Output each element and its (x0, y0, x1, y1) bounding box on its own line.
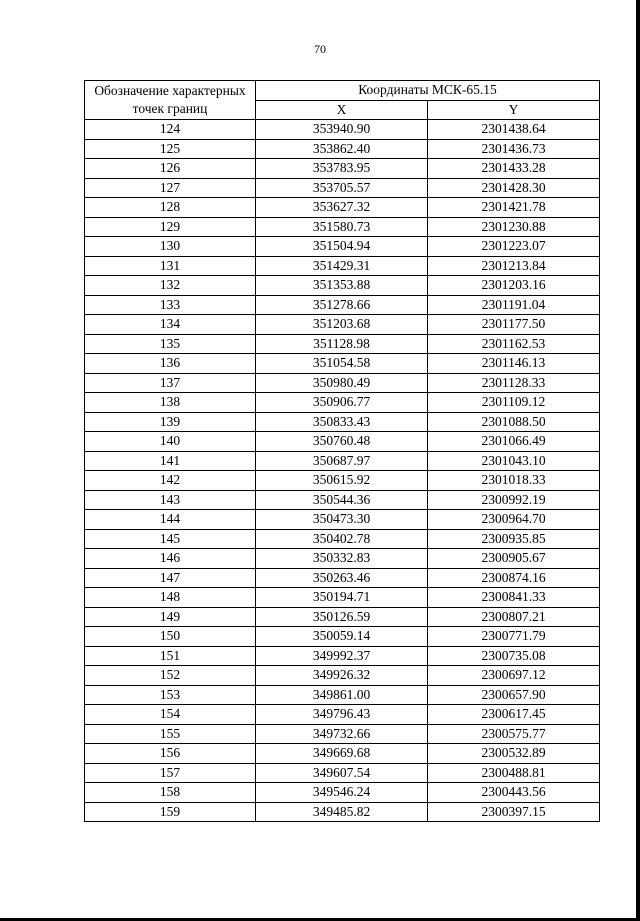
x-coordinate-cell: 350687.97 (256, 451, 428, 471)
point-number-cell: 131 (85, 256, 256, 276)
x-coordinate-cell: 350473.30 (256, 510, 428, 530)
x-coordinate-cell: 351128.98 (256, 334, 428, 354)
x-coordinate-cell: 350980.49 (256, 373, 428, 393)
y-coordinate-cell: 2301421.78 (428, 198, 600, 218)
y-coordinate-cell: 2301433.28 (428, 159, 600, 179)
point-number-cell: 127 (85, 178, 256, 198)
x-coordinate-cell: 350263.46 (256, 568, 428, 588)
point-number-cell: 153 (85, 685, 256, 705)
x-coordinate-cell: 350760.48 (256, 432, 428, 452)
y-coordinate-cell: 2301109.12 (428, 393, 600, 413)
table-row (85, 510, 600, 530)
x-coordinate-cell: 349546.24 (256, 783, 428, 803)
table-row (85, 529, 600, 549)
table-row (85, 256, 600, 276)
table-row (85, 588, 600, 608)
point-number-cell: 139 (85, 412, 256, 432)
y-coordinate-cell: 2301203.16 (428, 276, 600, 296)
y-coordinate-cell: 2300697.12 (428, 666, 600, 686)
table-row (85, 412, 600, 432)
table-row (85, 451, 600, 471)
point-number-cell: 130 (85, 237, 256, 257)
table-body (85, 120, 600, 822)
point-number-cell: 155 (85, 724, 256, 744)
table-row (85, 646, 600, 666)
x-coordinate-cell: 349485.82 (256, 802, 428, 822)
x-coordinate-cell: 350126.59 (256, 607, 428, 627)
x-coordinate-cell: 353783.95 (256, 159, 428, 179)
table-row (85, 783, 600, 803)
point-number-cell: 152 (85, 666, 256, 686)
header-coordinate-system: Координаты МСК-65.15 (256, 81, 600, 101)
x-coordinate-cell: 353705.57 (256, 178, 428, 198)
y-coordinate-cell: 2300488.81 (428, 763, 600, 783)
table-row (85, 724, 600, 744)
x-coordinate-cell: 353940.90 (256, 120, 428, 140)
x-coordinate-cell: 349669.68 (256, 744, 428, 764)
y-coordinate-cell: 2300905.67 (428, 549, 600, 569)
coordinates-table (84, 80, 600, 822)
point-number-cell: 148 (85, 588, 256, 608)
point-number-cell: 135 (85, 334, 256, 354)
y-coordinate-cell: 2301088.50 (428, 412, 600, 432)
y-coordinate-cell: 2301018.33 (428, 471, 600, 491)
y-coordinate-cell: 2300617.45 (428, 705, 600, 725)
x-coordinate-cell: 349992.37 (256, 646, 428, 666)
x-coordinate-cell: 351580.73 (256, 217, 428, 237)
y-coordinate-cell: 2300397.15 (428, 802, 600, 822)
y-coordinate-cell: 2300992.19 (428, 490, 600, 510)
point-number-cell: 149 (85, 607, 256, 627)
table-row (85, 568, 600, 588)
x-coordinate-cell: 349796.43 (256, 705, 428, 725)
header-point-designation: Обозначение характерных точек границ (85, 81, 256, 120)
point-number-cell: 124 (85, 120, 256, 140)
y-coordinate-cell: 2300657.90 (428, 685, 600, 705)
table-header (85, 81, 600, 120)
point-number-cell: 142 (85, 471, 256, 491)
page-edge-right (636, 0, 640, 921)
y-coordinate-cell: 2300575.77 (428, 724, 600, 744)
table-row (85, 354, 600, 374)
y-coordinate-cell: 2300771.79 (428, 627, 600, 647)
table-row (85, 334, 600, 354)
y-coordinate-cell: 2301213.84 (428, 256, 600, 276)
x-coordinate-cell: 351203.68 (256, 315, 428, 335)
point-number-cell: 125 (85, 139, 256, 159)
x-coordinate-cell: 349607.54 (256, 763, 428, 783)
point-number-cell: 156 (85, 744, 256, 764)
point-number-cell: 158 (85, 783, 256, 803)
table-row (85, 217, 600, 237)
y-coordinate-cell: 2300532.89 (428, 744, 600, 764)
table-row (85, 198, 600, 218)
x-coordinate-cell: 351278.66 (256, 295, 428, 315)
x-coordinate-cell: 351429.31 (256, 256, 428, 276)
header-y: Y (428, 100, 600, 120)
x-coordinate-cell: 350059.14 (256, 627, 428, 647)
y-coordinate-cell: 2301146.13 (428, 354, 600, 374)
point-number-cell: 141 (85, 451, 256, 471)
point-number-cell: 154 (85, 705, 256, 725)
table-row (85, 685, 600, 705)
y-coordinate-cell: 2301191.04 (428, 295, 600, 315)
table-row (85, 139, 600, 159)
point-number-cell: 157 (85, 763, 256, 783)
table-row (85, 159, 600, 179)
y-coordinate-cell: 2301436.73 (428, 139, 600, 159)
point-number-cell: 159 (85, 802, 256, 822)
y-coordinate-cell: 2301223.07 (428, 237, 600, 257)
point-number-cell: 147 (85, 568, 256, 588)
y-coordinate-cell: 2301128.33 (428, 373, 600, 393)
y-coordinate-cell: 2300874.16 (428, 568, 600, 588)
x-coordinate-cell: 350194.71 (256, 588, 428, 608)
header-row-group (85, 81, 600, 101)
y-coordinate-cell: 2300735.08 (428, 646, 600, 666)
y-coordinate-cell: 2301162.53 (428, 334, 600, 354)
y-coordinate-cell: 2300443.56 (428, 783, 600, 803)
page-number: 70 (314, 42, 326, 56)
y-coordinate-cell: 2301177.50 (428, 315, 600, 335)
table-row (85, 705, 600, 725)
x-coordinate-cell: 350615.92 (256, 471, 428, 491)
y-coordinate-cell: 2301428.30 (428, 178, 600, 198)
y-coordinate-cell: 2300964.70 (428, 510, 600, 530)
y-coordinate-cell: 2301066.49 (428, 432, 600, 452)
table-row (85, 315, 600, 335)
x-coordinate-cell: 349926.32 (256, 666, 428, 686)
table-row (85, 607, 600, 627)
point-number-cell: 133 (85, 295, 256, 315)
point-number-cell: 143 (85, 490, 256, 510)
y-coordinate-cell: 2300935.85 (428, 529, 600, 549)
y-coordinate-cell: 2300807.21 (428, 607, 600, 627)
x-coordinate-cell: 350833.43 (256, 412, 428, 432)
x-coordinate-cell: 351504.94 (256, 237, 428, 257)
x-coordinate-cell: 349732.66 (256, 724, 428, 744)
table-row (85, 763, 600, 783)
table-row (85, 120, 600, 140)
table-row (85, 666, 600, 686)
point-number-cell: 136 (85, 354, 256, 374)
header-x: X (256, 100, 428, 120)
table-row (85, 744, 600, 764)
point-number-cell: 132 (85, 276, 256, 296)
point-number-cell: 146 (85, 549, 256, 569)
x-coordinate-cell: 353862.40 (256, 139, 428, 159)
point-number-cell: 140 (85, 432, 256, 452)
point-number-cell: 145 (85, 529, 256, 549)
x-coordinate-cell: 350544.36 (256, 490, 428, 510)
y-coordinate-cell: 2301230.88 (428, 217, 600, 237)
point-number-cell: 144 (85, 510, 256, 530)
table-row (85, 295, 600, 315)
table-row (85, 373, 600, 393)
table-row (85, 393, 600, 413)
table-row (85, 276, 600, 296)
point-number-cell: 138 (85, 393, 256, 413)
table-row (85, 802, 600, 822)
point-number-cell: 126 (85, 159, 256, 179)
table-row (85, 549, 600, 569)
point-number-cell: 151 (85, 646, 256, 666)
point-number-cell: 150 (85, 627, 256, 647)
table-row (85, 237, 600, 257)
point-number-cell: 137 (85, 373, 256, 393)
x-coordinate-cell: 351353.88 (256, 276, 428, 296)
x-coordinate-cell: 353627.32 (256, 198, 428, 218)
table-row (85, 178, 600, 198)
y-coordinate-cell: 2300841.33 (428, 588, 600, 608)
y-coordinate-cell: 2301043.10 (428, 451, 600, 471)
x-coordinate-cell: 350906.77 (256, 393, 428, 413)
x-coordinate-cell: 350402.78 (256, 529, 428, 549)
y-coordinate-cell: 2301438.64 (428, 120, 600, 140)
point-number-cell: 134 (85, 315, 256, 335)
x-coordinate-cell: 349861.00 (256, 685, 428, 705)
table-row (85, 471, 600, 491)
point-number-cell: 129 (85, 217, 256, 237)
x-coordinate-cell: 351054.58 (256, 354, 428, 374)
x-coordinate-cell: 350332.83 (256, 549, 428, 569)
table-row (85, 627, 600, 647)
point-number-cell: 128 (85, 198, 256, 218)
table-row (85, 490, 600, 510)
table-row (85, 432, 600, 452)
